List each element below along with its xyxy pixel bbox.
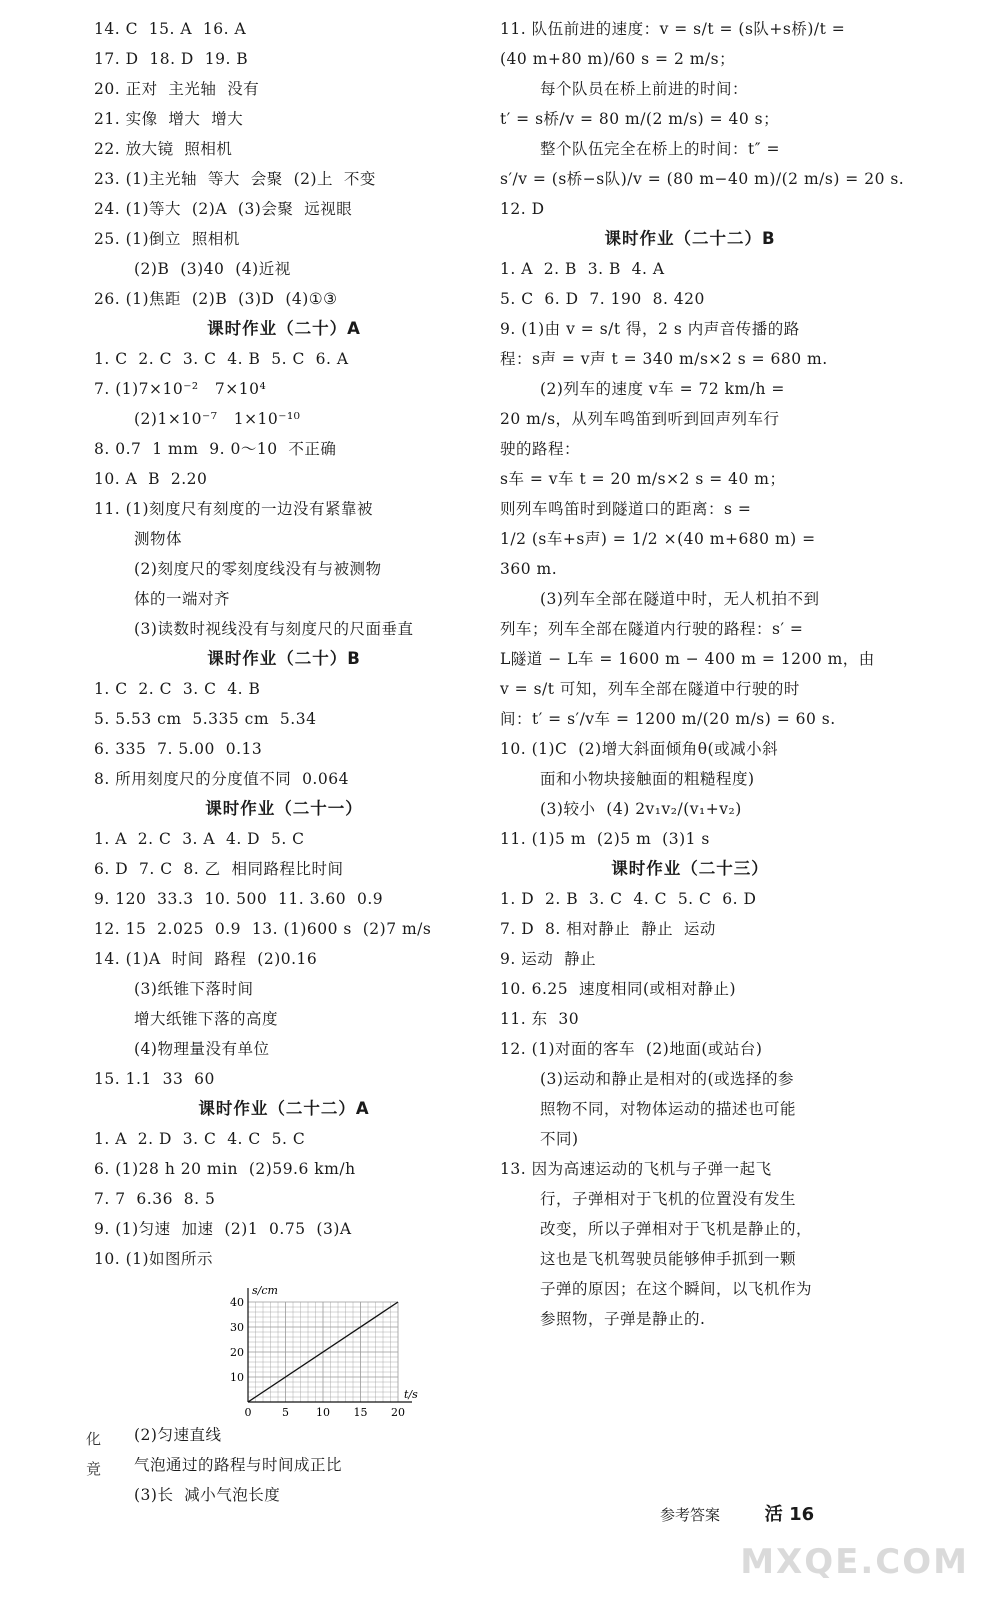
- answer-line: 这也是飞机驾驶员能够伸手抓到一颗: [540, 1250, 797, 1268]
- answer-line: 行，子弹相对于飞机的位置没有发生: [540, 1190, 797, 1208]
- answer-line: (2)列车的速度 v车 = 72 km/h =: [540, 380, 785, 398]
- answer-line: 则列车鸣笛时到隧道口的距离：s =: [500, 500, 752, 518]
- answer-line: 21. 实像 增大 增大: [94, 110, 244, 128]
- answer-line: 9. (1)由 v = s/t 得，2 s 内声音传播的路: [500, 320, 800, 338]
- answer-line: 1. D 2. B 3. C 4. C 5. C 6. D: [500, 890, 757, 908]
- answer-line: 25. (1)倒立 照相机: [94, 230, 240, 248]
- answer-line: (3)长 减小气泡长度: [134, 1486, 281, 1504]
- answer-line: 11. 东 30: [500, 1010, 580, 1028]
- answer-line: (40 m+80 m)/60 s = 2 m/s；: [500, 50, 736, 68]
- answer-line: 7. (1)7×10⁻² 7×10⁴: [94, 380, 267, 398]
- answer-line: 1. A 2. C 3. A 4. D 5. C: [94, 830, 305, 848]
- answer-line: (3)较小 (4) 2v₁v₂/(v₁+v₂): [540, 800, 742, 818]
- answer-line: 20. 正对 主光轴 没有: [94, 80, 260, 98]
- answer-line: 6. 335 7. 5.00 0.13: [94, 740, 263, 758]
- answer-line: 7. 7 6.36 8. 5: [94, 1190, 216, 1208]
- answer-line: 增大纸锥下落的高度: [134, 1010, 279, 1028]
- answer-line: 1. C 2. C 3. C 4. B 5. C 6. A: [94, 350, 349, 368]
- answer-line: 9. (1)匀速 加速 (2)1 0.75 (3)A: [94, 1220, 352, 1238]
- answer-line: 11. 队伍前进的速度：v = s/t = (s队+s桥)/t =: [500, 20, 846, 38]
- answer-line: v = s/t 可知，列车全部在隧道中行驶的时: [500, 680, 800, 698]
- answer-line: 1. A 2. D 3. C 4. C 5. C: [94, 1130, 306, 1148]
- answer-line: 列车；列车全部在隧道内行驶的路程：s′ =: [500, 620, 804, 638]
- answer-line: 5. 5.53 cm 5.335 cm 5.34: [94, 710, 317, 728]
- answer-line: s′/v = (s桥−s队)/v = (80 m−40 m)/(2 m/s) = 20 s.: [500, 170, 905, 188]
- answer-line: 10. (1)C (2)增大斜面倾角θ(或减小斜: [500, 740, 779, 758]
- answer-line: 13. 因为高速运动的飞机与子弹一起飞: [500, 1160, 772, 1178]
- section-heading: 课时作业（二十二）B: [604, 229, 776, 248]
- margin-mark-1: 化: [86, 1430, 102, 1448]
- answer-line: 26. (1)焦距 (2)B (3)D (4)①③: [94, 290, 338, 308]
- section-heading: 课时作业（二十）A: [207, 319, 361, 338]
- answer-line: 9. 运动 静止: [500, 950, 597, 968]
- x-tick-label: 10: [316, 1406, 330, 1419]
- answer-line: 11. (1)5 m (2)5 m (3)1 s: [500, 830, 710, 848]
- x-axis-label: t/s: [404, 1388, 418, 1401]
- answer-line: 12. D: [500, 200, 545, 218]
- answer-line: (2)刻度尺的零刻度线没有与被测物: [134, 560, 382, 578]
- answer-line: 面和小物块接触面的粗糙程度): [540, 770, 755, 788]
- x-tick-label: 20: [391, 1406, 405, 1419]
- answer-line: (3)运动和静止是相对的(或选择的参: [540, 1070, 795, 1088]
- answer-line: 子弹的原因；在这个瞬间，以飞机作为: [540, 1280, 813, 1298]
- answer-line: 照物不同，对物体运动的描述也可能: [540, 1100, 797, 1118]
- page-footer: [660, 1500, 814, 1526]
- section-heading: 课时作业（二十三）: [611, 859, 769, 878]
- x-tick-label: 5: [282, 1406, 289, 1419]
- x-tick-label: 15: [353, 1406, 368, 1419]
- answer-line: 24. (1)等大 (2)A (3)会聚 远视眼: [94, 200, 353, 218]
- answer-line: 驶的路程：: [500, 440, 581, 458]
- answer-line: 不同): [540, 1130, 579, 1148]
- answer-line: 17. D 18. D 19. B: [94, 50, 249, 68]
- watermark: MXQE.COM: [740, 1542, 969, 1582]
- answer-line: 测物体: [134, 530, 183, 548]
- answer-line: 改变，所以子弹相对于飞机是静止的，: [540, 1220, 813, 1238]
- answer-line: (2)B (3)40 (4)近视: [134, 260, 291, 278]
- answer-line: 每个队员在桥上前进的时间：: [540, 80, 749, 98]
- answer-line: 12. 15 2.025 0.9 13. (1)600 s (2)7 m/s: [94, 920, 432, 938]
- answer-line: 8. 所用刻度尺的分度值不同 0.064: [94, 770, 349, 788]
- answer-line: (3)读数时视线没有与刻度尺的尺面垂直: [134, 620, 414, 638]
- answer-line: 9. 120 33.3 10. 500 11. 3.60 0.9: [94, 890, 384, 908]
- answer-line: L隧道 − L车 = 1600 m − 400 m = 1200 m，由: [500, 650, 875, 668]
- answer-line: 10. 6.25 速度相同(或相对静止): [500, 980, 737, 998]
- answer-line: 气泡通过的路程与时间成正比: [134, 1456, 343, 1474]
- left-after-chart: [134, 1420, 494, 1510]
- footer-brand: 活 16: [764, 1504, 815, 1525]
- answer-line: 7. D 8. 相对静止 静止 运动: [500, 920, 716, 938]
- answer-line: 6. (1)28 h 20 min (2)59.6 km/h: [94, 1160, 356, 1178]
- answer-line: s车 = v车 t = 20 m/s×2 s = 40 m；: [500, 470, 786, 488]
- answer-line: 体的一端对齐: [134, 590, 231, 608]
- y-tick-label: 20: [230, 1346, 244, 1359]
- margin-mark-2: 竟: [86, 1460, 102, 1478]
- answer-line: 整个队伍完全在桥上的时间：t″ =: [540, 140, 780, 158]
- answer-line: 1/2 (s车+s声) = 1/2 ×(40 m+680 m) =: [500, 530, 816, 548]
- answer-line: 5. C 6. D 7. 190 8. 420: [500, 290, 705, 308]
- section-heading: 课时作业（二十）B: [207, 649, 361, 668]
- answer-line: 参照物，子弹是静止的.: [540, 1310, 706, 1328]
- answer-line: 10. A B 2.20: [94, 470, 208, 488]
- answer-line: (4)物理量没有单位: [134, 1040, 270, 1058]
- section-heading: 课时作业（二十二）A: [198, 1099, 370, 1118]
- answer-line: 23. (1)主光轴 等大 会聚 (2)上 不变: [94, 170, 376, 188]
- answer-line: 20 m/s，从列车鸣笛到听到回声列车行: [500, 410, 780, 428]
- section-heading: 课时作业（二十一）: [205, 799, 363, 818]
- answer-line: 10. (1)如图所示: [94, 1250, 214, 1268]
- answer-line: 22. 放大镜 照相机: [94, 140, 233, 158]
- answer-line: (2)1×10⁻⁷ 1×10⁻¹⁰: [134, 410, 301, 428]
- answer-line: 6. D 7. C 8. 乙 相同路程比时间: [94, 860, 344, 878]
- answer-line: (3)纸锥下落时间: [134, 980, 254, 998]
- answer-line: t′ = s桥/v = 80 m/(2 m/s) = 40 s；: [500, 110, 780, 128]
- answer-line: 360 m.: [500, 560, 558, 578]
- answer-line: 11. (1)刻度尺有刻度的一边没有紧靠被: [94, 500, 374, 518]
- footer-label: 参考答案: [660, 1506, 721, 1524]
- y-axis-label: s/cm: [252, 1284, 278, 1297]
- left-column: [94, 14, 474, 1274]
- y-tick-label: 10: [230, 1371, 244, 1384]
- answer-line: (3)列车全部在隧道中时，无人机拍不到: [540, 590, 820, 608]
- answer-line: 1. C 2. C 3. C 4. B: [94, 680, 261, 698]
- answer-line: 14. (1)A 时间 路程 (2)0.16: [94, 950, 318, 968]
- answer-line: (2)匀速直线: [134, 1426, 222, 1444]
- answer-line: 程：s声 = v声 t = 340 m/s×2 s = 680 m.: [500, 350, 828, 368]
- answer-line: 14. C 15. A 16. A: [94, 20, 247, 38]
- x-tick-label: 0: [244, 1406, 252, 1419]
- y-tick-label: 30: [230, 1321, 244, 1334]
- right-column: [500, 14, 905, 1334]
- answer-line: 15. 1.1 33 60: [94, 1070, 215, 1088]
- y-tick-label: 40: [230, 1296, 244, 1309]
- answer-line: 8. 0.7 1 mm 9. 0～10 不正确: [94, 440, 337, 458]
- answer-line: 间：t′ = s′/v车 = 1200 m/(20 m/s) = 60 s.: [500, 710, 836, 728]
- answer-line: 1. A 2. B 3. B 4. A: [500, 260, 665, 278]
- s-t-chart: [220, 1280, 420, 1430]
- answer-line: 12. (1)对面的客车 (2)地面(或站台): [500, 1040, 763, 1058]
